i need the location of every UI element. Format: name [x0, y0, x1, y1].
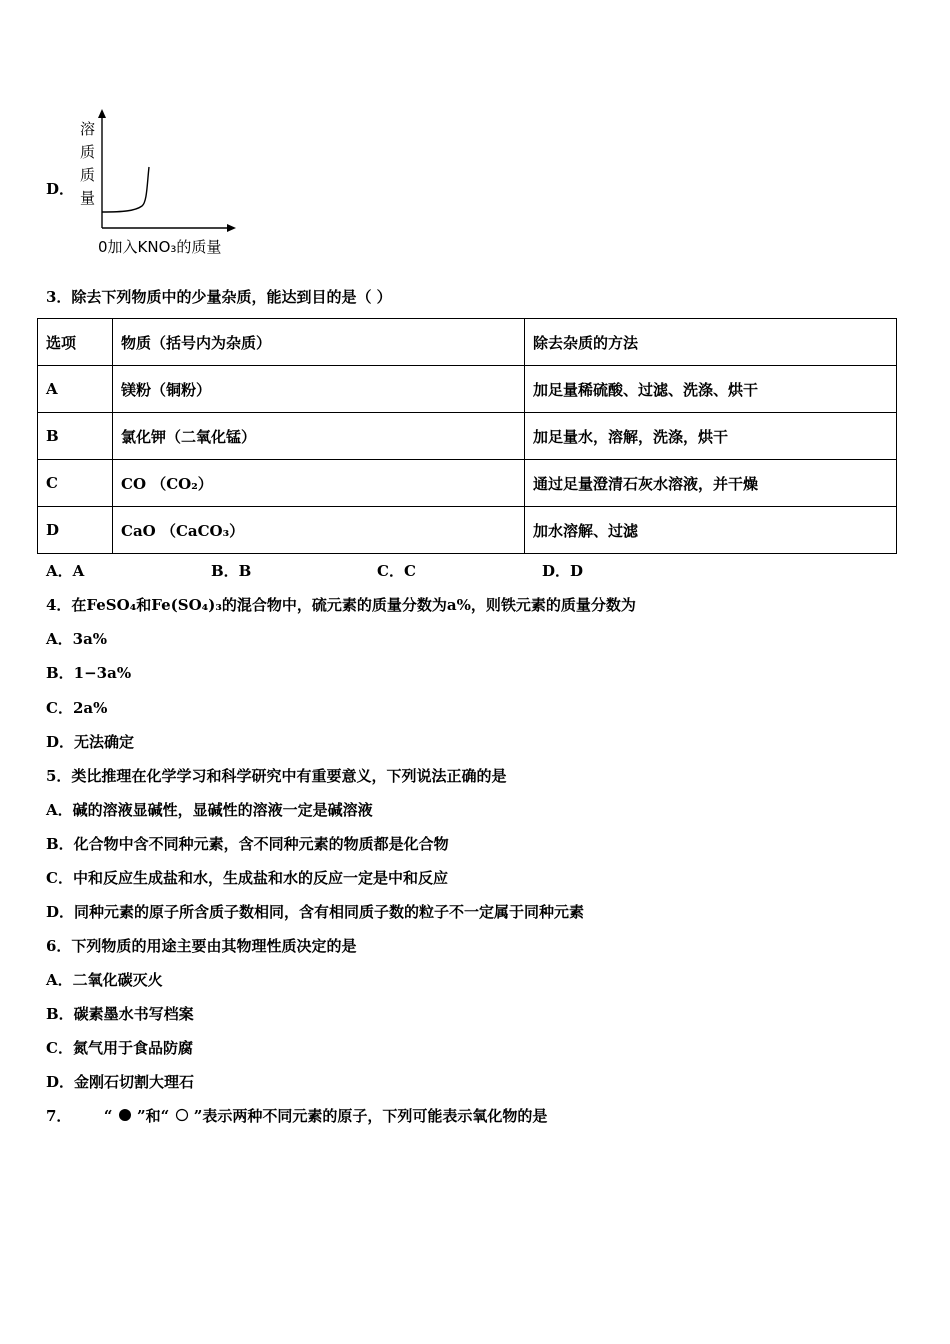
q5-stem: 5．类比推理在化学学习和科学研究中有重要意义，下列说法正确的是 — [46, 767, 507, 785]
table-cell: D — [38, 507, 113, 554]
q4-option-d: D．无法确定 — [46, 733, 135, 751]
table-cell: C — [38, 460, 113, 507]
q4-option-c: C．2a% — [46, 699, 108, 717]
q4-option-a: A．3a% — [46, 630, 108, 648]
table-cell: 通过足量澄清石灰水溶液，并干燥 — [525, 460, 897, 507]
curve — [102, 167, 149, 212]
table-row — [38, 413, 897, 460]
table-cell: 加足量稀硫酸、过滤、洗涤、烘干 — [525, 366, 897, 413]
graph-option-label: D． — [46, 180, 75, 198]
table-cell: B — [38, 413, 113, 460]
table-cell: CO （CO₂） — [113, 460, 525, 507]
table-header-row — [38, 319, 897, 366]
filled-circle-atom-icon — [118, 1108, 132, 1122]
q6-option-a: A．二氧化碳灭火 — [46, 971, 163, 989]
y-axis-arrow — [98, 109, 106, 118]
table-row — [38, 460, 897, 507]
q7-text-1: “ — [103, 1107, 113, 1125]
table-header-cell: 除去杂质的方法 — [525, 319, 897, 366]
y-axis-char: 量 — [80, 189, 96, 207]
q3-answer-c: C．C — [377, 562, 416, 580]
solubility-graph — [95, 105, 245, 235]
table-cell: 加水溶解、过滤 — [525, 507, 897, 554]
table-cell: 加足量水，溶解，洗涤，烘干 — [525, 413, 897, 460]
table-header-cell: 物质（括号内为杂质） — [113, 319, 525, 366]
q6-option-d: D．金刚石切割大理石 — [46, 1073, 195, 1091]
table-row — [38, 366, 897, 413]
table-row — [38, 507, 897, 554]
q7-stem — [46, 1105, 547, 1126]
q3-answer-b: B．B — [211, 562, 252, 580]
q3-stem: 3．除去下列物质中的少量杂质，能达到目的是（ ） — [46, 288, 392, 306]
q5-option-a: A．碱的溶液显碱性，显碱性的溶液一定是碱溶液 — [46, 801, 373, 819]
table-header-cell: 选项 — [38, 319, 113, 366]
q4-stem: 4．在FeSO₄和Fe(SO₄)₃的混合物中，硫元素的质量分数为a%，则铁元素的质量分数为 — [46, 596, 636, 614]
q5-option-c: C．中和反应生成盐和水，生成盐和水的反应一定是中和反应 — [46, 869, 448, 887]
q3-table — [37, 318, 897, 554]
q3-answer-d: D．D — [542, 562, 584, 580]
graph-x-axis-label: 0加入KNO₃的质量 — [98, 238, 222, 256]
graph-y-axis-label — [80, 118, 95, 210]
y-axis-char: 质 — [80, 143, 96, 161]
q6-option-b: B．碳素墨水书写档案 — [46, 1005, 194, 1023]
table-cell: 氯化钾（二氧化锰） — [113, 413, 525, 460]
y-axis-char: 溶 — [80, 120, 96, 138]
q7-text-3: ”表示两种不同元素的原子，下列可能表示氧化物的是 — [193, 1107, 548, 1125]
table-cell: A — [38, 366, 113, 413]
q4-option-b: B．1−3a% — [46, 664, 132, 682]
q5-option-b: B．化合物中含不同种元素，含不同种元素的物质都是化合物 — [46, 835, 449, 853]
q7-number: 7． — [46, 1107, 72, 1125]
q6-stem: 6．下列物质的用途主要由其物理性质决定的是 — [46, 937, 357, 955]
hollow-circle-atom-icon — [175, 1108, 189, 1122]
q7-text-2: ”和“ — [137, 1107, 170, 1125]
y-axis-char: 质 — [80, 166, 96, 184]
x-axis-arrow — [227, 224, 236, 232]
table-cell: CaO （CaCO₃） — [113, 507, 525, 554]
table-cell: 镁粉（铜粉） — [113, 366, 525, 413]
q6-option-c: C．氮气用于食品防腐 — [46, 1039, 193, 1057]
q5-option-d: D．同种元素的原子所含质子数相同，含有相同质子数的粒子不一定属于同种元素 — [46, 903, 585, 921]
q3-answer-a: A．A — [46, 562, 85, 580]
